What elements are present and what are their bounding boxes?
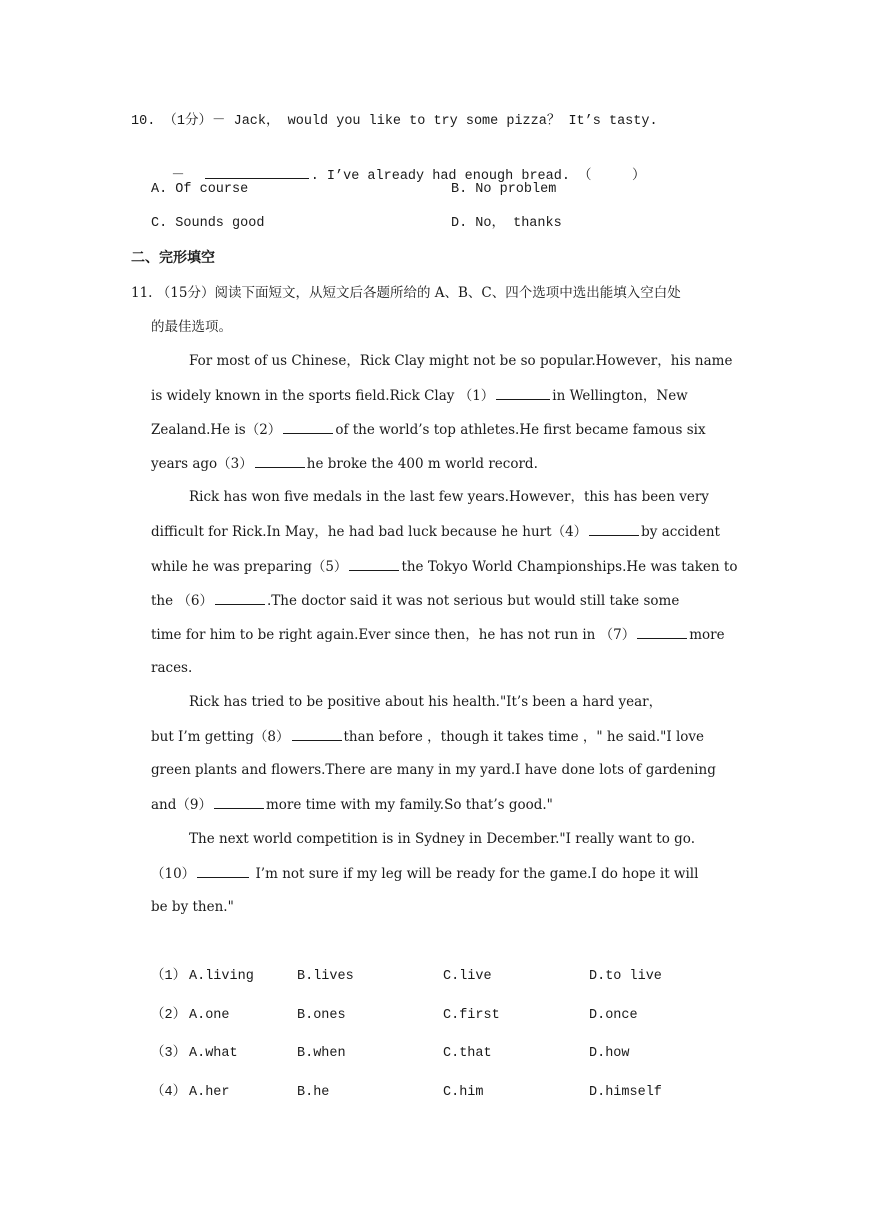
blank-8[interactable] bbox=[292, 727, 342, 741]
passage-line: time for him to be right again.Ever since then，he has not run in （7） more bbox=[151, 627, 725, 643]
blank-2[interactable] bbox=[283, 420, 333, 434]
option-b[interactable]: B.he bbox=[297, 1085, 330, 1100]
q10-stem: 10. （1分）－ Jack， would you like to try some pizza？ It’s tasty. bbox=[131, 114, 658, 129]
q10-reply-text: . I’ve already had enough bread. （ ） bbox=[310, 169, 646, 184]
section-title: 二、完形填空 bbox=[131, 250, 215, 266]
blank-9[interactable] bbox=[214, 795, 264, 809]
q10-reply-dash: － bbox=[171, 169, 185, 184]
blank-6[interactable] bbox=[215, 591, 265, 605]
q11-stem-line2: 的最佳选项。 bbox=[151, 319, 232, 335]
option-a[interactable]: A.one bbox=[189, 1008, 230, 1023]
option-num: （2） bbox=[151, 1008, 187, 1023]
option-b[interactable]: B.lives bbox=[297, 969, 354, 984]
blank-5[interactable] bbox=[349, 557, 399, 571]
option-a[interactable]: A.living bbox=[189, 969, 254, 984]
option-num: （1） bbox=[151, 969, 187, 984]
passage-line: and（9） more time with my family.So that’s good." bbox=[151, 797, 553, 813]
option-b[interactable]: B.ones bbox=[297, 1008, 346, 1023]
passage-line: but I’m getting（8） than before ，though it takes time ，" he said."I love bbox=[151, 729, 705, 745]
q10-option-c: C. Sounds good bbox=[151, 216, 265, 231]
blank-4[interactable] bbox=[589, 522, 639, 536]
passage-line: be by then." bbox=[151, 899, 234, 915]
passage-line: difficult for Rick.In May，he had bad luck because he hurt（4） by accident bbox=[151, 524, 720, 540]
passage-line: green plants and flowers.There are many in my yard.I have done lots of gardening bbox=[151, 762, 716, 778]
q10-option-b: B. No problem bbox=[451, 182, 557, 197]
passage-line: For most of us Chinese，Rick Clay might not be so popular.However，his name bbox=[189, 353, 733, 369]
option-a[interactable]: A.her bbox=[189, 1085, 230, 1100]
passage-line: （10） I’m not sure if my leg will be ready for the game.I do hope it will bbox=[151, 866, 699, 882]
passage-line: races. bbox=[151, 660, 193, 676]
option-d[interactable]: D.how bbox=[589, 1046, 630, 1061]
option-num: （4） bbox=[151, 1085, 187, 1100]
option-b[interactable]: B.when bbox=[297, 1046, 346, 1061]
option-c[interactable]: C.him bbox=[443, 1085, 484, 1100]
option-d[interactable]: D.himself bbox=[589, 1085, 662, 1100]
passage-line: Zealand.He is（2） of the world’s top athletes.He first became famous six bbox=[151, 422, 706, 438]
option-c[interactable]: C.first bbox=[443, 1008, 500, 1023]
option-c[interactable]: C.live bbox=[443, 969, 492, 984]
q10-option-d: D. No， thanks bbox=[451, 216, 562, 231]
passage-line: the （6） .The doctor said it was not serious but would still take some bbox=[151, 593, 680, 609]
passage-line: years ago（3） he broke the 400 m world record. bbox=[151, 456, 538, 472]
option-c[interactable]: C.that bbox=[443, 1046, 492, 1061]
option-num: （3） bbox=[151, 1046, 187, 1061]
blank-3[interactable] bbox=[255, 454, 305, 468]
option-a[interactable]: A.what bbox=[189, 1046, 238, 1061]
passage-line: while he was preparing（5） the Tokyo World Championships.He was taken to bbox=[151, 559, 738, 575]
passage-line: Rick has won five medals in the last few years.However，this has been very bbox=[189, 489, 709, 505]
blank-10[interactable] bbox=[197, 864, 249, 878]
passage-line: The next world competition is in Sydney in December."I really want to go. bbox=[189, 831, 695, 847]
passage-line: is widely known in the sports field.Rick Clay （1） in Wellington，New bbox=[151, 388, 688, 404]
option-d[interactable]: D.once bbox=[589, 1008, 638, 1023]
blank-1[interactable] bbox=[496, 386, 550, 400]
q10-option-a: A. Of course bbox=[151, 182, 249, 197]
q11-stem-line1: 11. （15分）阅读下面短文，从短文后各题所给的 A、B、C、四个选项中选出能填入空白处 bbox=[131, 285, 681, 301]
passage-line: Rick has tried to be positive about his health."It’s been a hard year， bbox=[189, 694, 663, 710]
option-d[interactable]: D.to live bbox=[589, 969, 662, 984]
q10-answer-blank[interactable] bbox=[205, 165, 309, 179]
blank-7[interactable] bbox=[637, 625, 687, 639]
